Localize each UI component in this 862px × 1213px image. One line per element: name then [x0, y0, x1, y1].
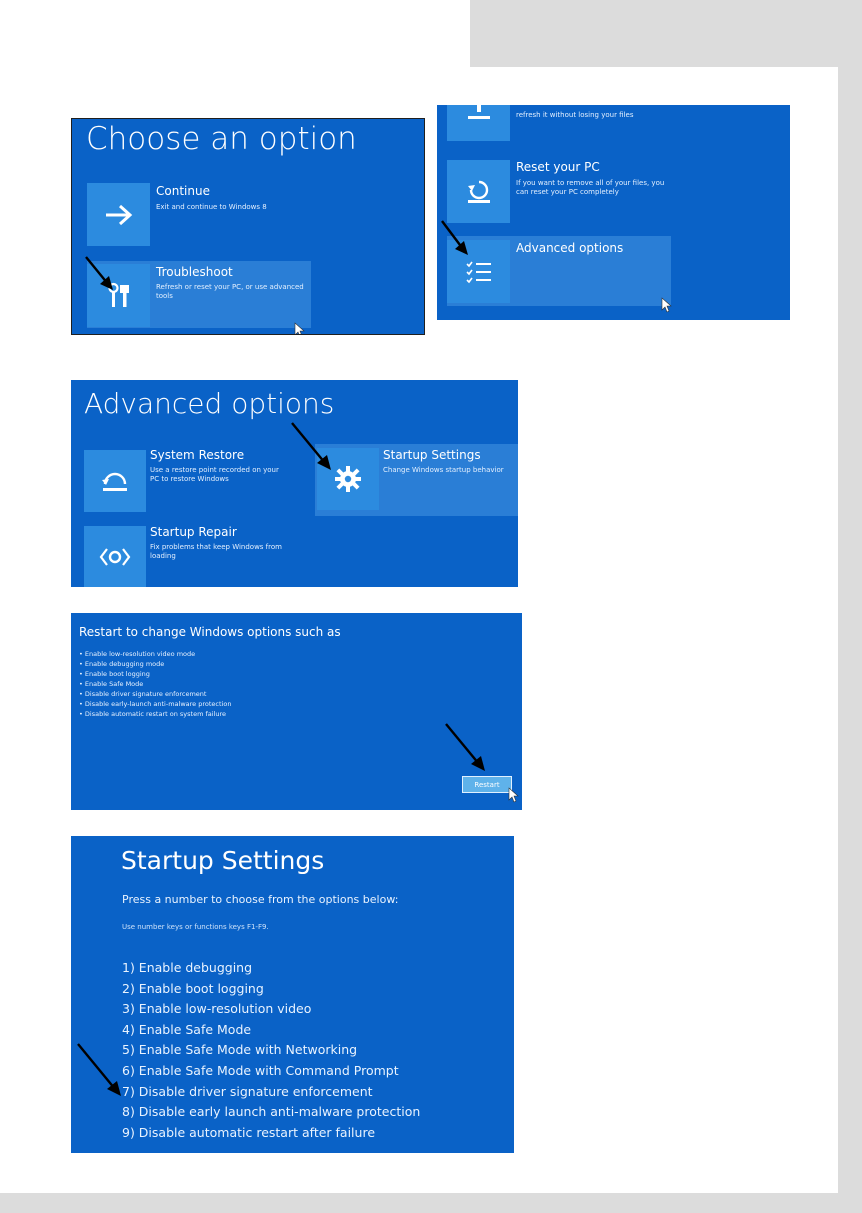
reset-title: Reset your PC [516, 160, 600, 174]
option-item: • Enable low-resolution video mode [79, 649, 231, 659]
restart-button[interactable]: Restart [462, 776, 512, 793]
pointer-arrow-icon [289, 420, 339, 475]
system-restore-desc: Use a restore point recorded on your PC to restore Windows [150, 466, 279, 483]
refresh-tile[interactable] [447, 105, 510, 141]
mouse-cursor-icon [661, 297, 673, 313]
startup-option: 9) Disable automatic restart after failure [122, 1124, 376, 1140]
continue-desc: Exit and continue to Windows 8 [156, 203, 267, 211]
reset-pc-icon [463, 176, 495, 208]
system-restore-icon [99, 468, 131, 494]
startup-option: 2) Enable boot logging [122, 980, 264, 996]
troubleshoot-desc: Refresh or reset your PC, or use advanced tools [156, 283, 304, 300]
screenshot-advanced-options [71, 380, 518, 587]
checklist-icon [464, 257, 494, 287]
startup-option: 3) Enable low-resolution video [122, 1001, 312, 1017]
choose-option-title: Choose an option [86, 121, 357, 157]
troubleshoot-title: Troubleshoot [156, 265, 233, 279]
option-item: • Enable debugging mode [79, 659, 231, 669]
screenshot-restart-options [71, 613, 522, 810]
startup-settings-list [122, 958, 420, 1143]
system-restore-tile[interactable] [84, 450, 146, 512]
startup-repair-desc: Fix problems that keep Windows from loading [150, 543, 282, 560]
restart-options-heading: Restart to change Windows options such as [79, 625, 341, 639]
refresh-desc: refresh it without losing your files [516, 111, 634, 119]
startup-repair-title: Startup Repair [150, 525, 237, 539]
startup-settings-hint: Use number keys or functions keys F1-F9. [122, 923, 269, 931]
startup-settings-desc: Change Windows startup behavior [383, 466, 504, 474]
restart-options-list [79, 649, 231, 719]
startup-repair-tile[interactable] [84, 526, 146, 587]
startup-settings-title: Startup Settings [383, 448, 481, 462]
pointer-arrow-icon [82, 254, 117, 294]
startup-settings-heading: Startup Settings [121, 846, 325, 875]
reset-desc: If you want to remove all of your files, you can reset your PC completely [516, 179, 665, 196]
advanced-options-title: Advanced options [516, 241, 624, 255]
pointer-arrow-icon [443, 721, 493, 776]
startup-option: 4) Enable Safe Mode [122, 1021, 252, 1037]
arrow-right-icon [104, 203, 134, 227]
startup-option: 5) Enable Safe Mode with Networking [122, 1042, 358, 1058]
continue-tile[interactable] [87, 183, 150, 246]
screenshot-troubleshoot [437, 105, 790, 320]
reset-tile[interactable] [447, 160, 510, 223]
startup-settings-subtitle: Press a number to choose from the options below: [122, 893, 399, 906]
startup-repair-icon [99, 546, 131, 568]
pointer-arrow-icon [75, 1041, 130, 1101]
option-item: • Disable early-launch anti-malware protection [79, 699, 231, 709]
mouse-cursor-icon [294, 322, 306, 335]
pointer-arrow-icon [439, 219, 474, 259]
system-restore-title: System Restore [150, 448, 245, 462]
continue-title: Continue [156, 184, 210, 198]
option-item: • Enable boot logging [79, 669, 231, 679]
startup-option: 7) Disable driver signature enforcement [122, 1083, 373, 1099]
refresh-pc-icon [464, 105, 494, 126]
option-item: • Disable driver signature enforcement [79, 689, 231, 699]
option-item: • Enable Safe Mode [79, 679, 231, 689]
screenshot-choose-an-option [71, 118, 425, 335]
startup-option: 8) Disable early launch anti-malware protection [122, 1104, 421, 1120]
mouse-cursor-icon [508, 787, 520, 803]
screenshot-startup-settings [71, 836, 514, 1153]
startup-option: 1) Enable debugging [122, 960, 253, 975]
option-item: • Disable automatic restart on system failure [79, 709, 231, 719]
startup-option: 6) Enable Safe Mode with Command Prompt [122, 1062, 399, 1078]
advanced-options-heading: Advanced options [84, 387, 335, 420]
page-corner-gray-area [470, 0, 862, 67]
